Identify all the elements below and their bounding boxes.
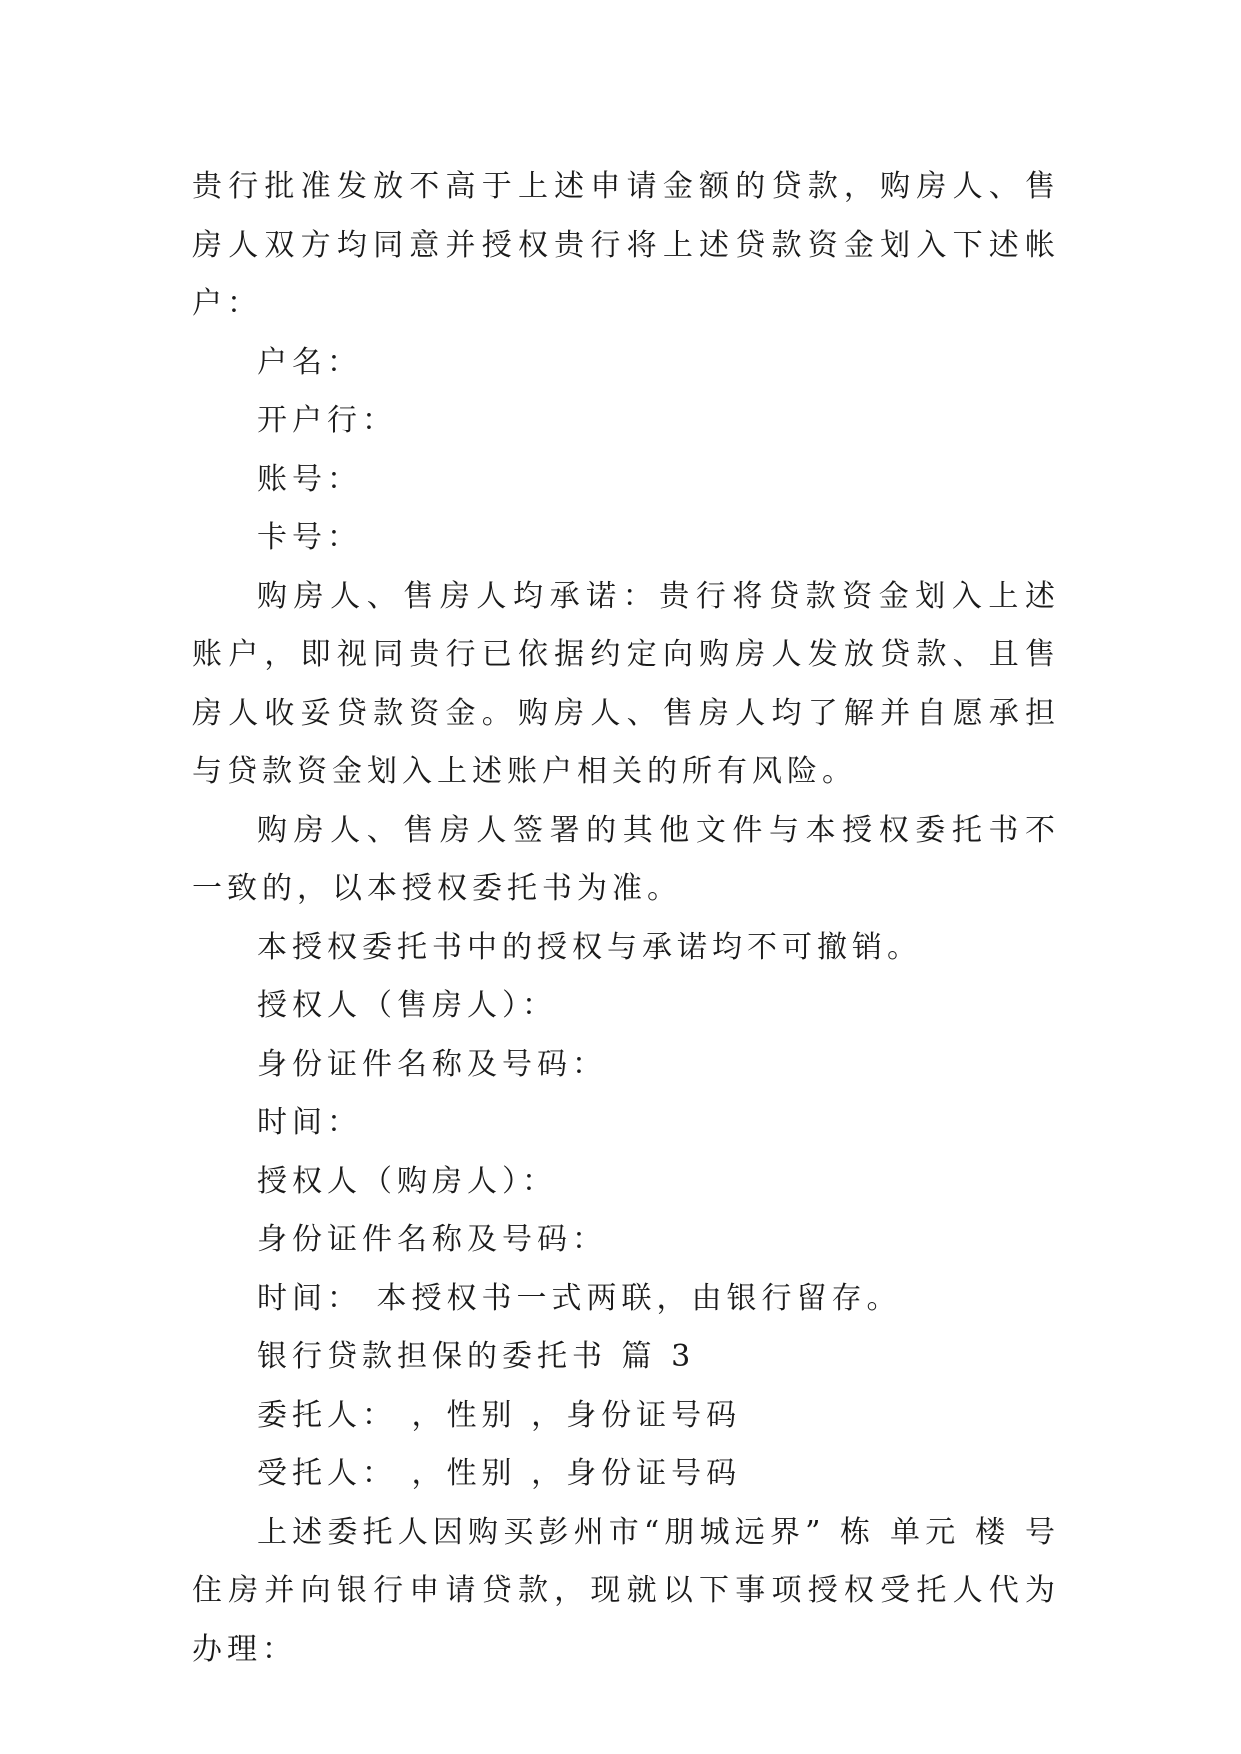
paragraph-purchase-matter: 上述委托人因购买彭州市“朋城远界” 栋 单元 楼 号住房并向银行申请贷款，现就以下事项授权受托人代为办理： (192, 1514, 1060, 1667)
field-account-number: 账号： (257, 461, 362, 497)
field-seller-authorizer: 授权人（售房人）： (257, 988, 557, 1023)
paragraph-precedence: 购房人、售房人签署的其他文件与本授权委托书不一致的，以本授权委托书为准。 (192, 812, 1060, 906)
field-buyer-id: 身份证件名称及号码： (257, 1222, 607, 1257)
field-agent: 受托人： ，性别 ，身份证号码 (257, 1456, 742, 1491)
field-seller-date: 时间： (257, 1105, 362, 1140)
field-principal: 委托人： ，性别 ，身份证号码 (257, 1397, 742, 1433)
paragraph-transfer-consent: 贵行批准发放不高于上述申请金额的贷款，购房人、售房人双方均同意并授权贵行将上述贷款资金划入下述帐户： (192, 169, 1060, 321)
field-seller-id: 身份证件名称及号码： (257, 1046, 607, 1082)
paragraph-irrevocable: 本授权委托书中的授权与承诺均不可撤销。 (257, 929, 922, 965)
field-buyer-date: 时间： 本授权书一式两联，由银行留存。 (257, 1280, 902, 1316)
field-card-number: 卡号： (257, 520, 362, 555)
document-body (192, 158, 1060, 1679)
section-heading: 银行贷款担保的委托书 篇 3 (257, 1339, 696, 1374)
field-buyer-authorizer: 授权人（购房人）： (257, 1163, 557, 1199)
paragraph-commitment: 购房人、售房人均承诺：贵行将贷款资金划入上述账户，即视同贵行已依据约定向购房人发放贷款、且售房人收妥贷款资金。购房人、售房人均了解并自愿承担与贷款资金划入上述账户相关的所有风险。 (192, 578, 1060, 789)
field-bank-branch: 开户行： (257, 403, 397, 438)
field-account-name: 户名： (257, 344, 362, 380)
